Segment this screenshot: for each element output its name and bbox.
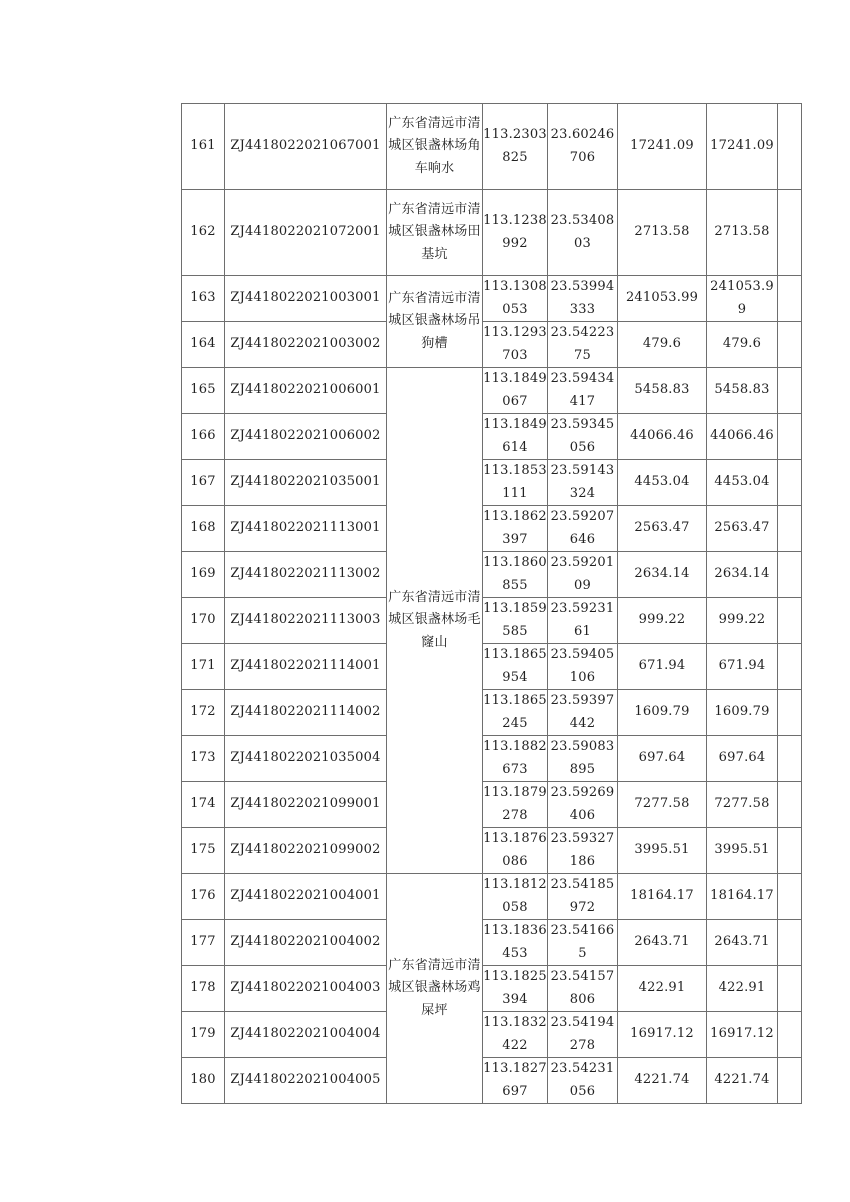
- area-confirmed-cell: 2713.58: [707, 190, 778, 276]
- parcel-code-cell: ZJ4418022021099002: [225, 828, 387, 874]
- row-number-cell: 161: [182, 104, 225, 190]
- area-cell: 2563.47: [618, 506, 707, 552]
- table-row: [182, 874, 802, 920]
- area-confirmed-cell: 4453.04: [707, 460, 778, 506]
- note-cell: [778, 104, 802, 190]
- row-number-cell: 163: [182, 276, 225, 322]
- parcel-code-cell: ZJ4418022021113001: [225, 506, 387, 552]
- latitude-cell: 23.59207646: [548, 506, 618, 552]
- location-cell: 广东省清远市清城区银盏林场毛窿山: [387, 368, 483, 874]
- area-cell: 17241.09: [618, 104, 707, 190]
- table-body: [182, 104, 802, 1104]
- longitude-cell: 113.1860855: [483, 552, 548, 598]
- note-cell: [778, 874, 802, 920]
- longitude-cell: 113.1836453: [483, 920, 548, 966]
- table-row: [182, 104, 802, 190]
- table-row: [182, 414, 802, 460]
- row-number-cell: 170: [182, 598, 225, 644]
- latitude-cell: 23.59083895: [548, 736, 618, 782]
- area-confirmed-cell: 18164.17: [707, 874, 778, 920]
- table-row: [182, 920, 802, 966]
- note-cell: [778, 414, 802, 460]
- area-confirmed-cell: 44066.46: [707, 414, 778, 460]
- area-confirmed-cell: 4221.74: [707, 1058, 778, 1104]
- note-cell: [778, 1058, 802, 1104]
- location-cell: 广东省清远市清城区银盏林场鸡屎坪: [387, 874, 483, 1104]
- area-cell: 4221.74: [618, 1058, 707, 1104]
- row-number-cell: 176: [182, 874, 225, 920]
- area-confirmed-cell: 17241.09: [707, 104, 778, 190]
- area-confirmed-cell: 479.6: [707, 322, 778, 368]
- note-cell: [778, 828, 802, 874]
- longitude-cell: 113.1827697: [483, 1058, 548, 1104]
- parcel-code-cell: ZJ4418022021004003: [225, 966, 387, 1012]
- parcel-code-cell: ZJ4418022021004005: [225, 1058, 387, 1104]
- parcel-code-cell: ZJ4418022021099001: [225, 782, 387, 828]
- area-cell: 7277.58: [618, 782, 707, 828]
- area-cell: 18164.17: [618, 874, 707, 920]
- latitude-cell: 23.59434417: [548, 368, 618, 414]
- latitude-cell: 23.60246706: [548, 104, 618, 190]
- area-cell: 44066.46: [618, 414, 707, 460]
- longitude-cell: 113.1865954: [483, 644, 548, 690]
- note-cell: [778, 552, 802, 598]
- row-number-cell: 172: [182, 690, 225, 736]
- location-cell: 广东省清远市清城区银盏林场角车响水: [387, 104, 483, 190]
- note-cell: [778, 782, 802, 828]
- row-number-cell: 166: [182, 414, 225, 460]
- latitude-cell: 23.54194278: [548, 1012, 618, 1058]
- latitude-cell: 23.59345056: [548, 414, 618, 460]
- longitude-cell: 113.1849614: [483, 414, 548, 460]
- longitude-cell: 113.1832422: [483, 1012, 548, 1058]
- latitude-cell: 23.54157806: [548, 966, 618, 1012]
- latitude-cell: 23.5422375: [548, 322, 618, 368]
- row-number-cell: 178: [182, 966, 225, 1012]
- longitude-cell: 113.2303825: [483, 104, 548, 190]
- note-cell: [778, 368, 802, 414]
- row-number-cell: 169: [182, 552, 225, 598]
- row-number-cell: 167: [182, 460, 225, 506]
- parcel-code-cell: ZJ4418022021072001: [225, 190, 387, 276]
- longitude-cell: 113.1859585: [483, 598, 548, 644]
- area-confirmed-cell: 422.91: [707, 966, 778, 1012]
- area-confirmed-cell: 2634.14: [707, 552, 778, 598]
- longitude-cell: 113.1862397: [483, 506, 548, 552]
- area-confirmed-cell: 2563.47: [707, 506, 778, 552]
- table-row: [182, 1058, 802, 1104]
- note-cell: [778, 322, 802, 368]
- table-row: [182, 690, 802, 736]
- parcel-code-cell: ZJ4418022021113002: [225, 552, 387, 598]
- area-cell: 2634.14: [618, 552, 707, 598]
- latitude-cell: 23.54185972: [548, 874, 618, 920]
- longitude-cell: 113.1238992: [483, 190, 548, 276]
- row-number-cell: 177: [182, 920, 225, 966]
- longitude-cell: 113.1882673: [483, 736, 548, 782]
- row-number-cell: 168: [182, 506, 225, 552]
- area-cell: 241053.99: [618, 276, 707, 322]
- parcel-code-cell: ZJ4418022021113003: [225, 598, 387, 644]
- table-row: [182, 598, 802, 644]
- area-cell: 3995.51: [618, 828, 707, 874]
- table-row: [182, 644, 802, 690]
- longitude-cell: 113.1308053: [483, 276, 548, 322]
- area-cell: 16917.12: [618, 1012, 707, 1058]
- latitude-cell: 23.5340803: [548, 190, 618, 276]
- latitude-cell: 23.5920109: [548, 552, 618, 598]
- note-cell: [778, 1012, 802, 1058]
- latitude-cell: 23.59269406: [548, 782, 618, 828]
- row-number-cell: 173: [182, 736, 225, 782]
- parcel-code-cell: ZJ4418022021004004: [225, 1012, 387, 1058]
- note-cell: [778, 460, 802, 506]
- table-row: [182, 736, 802, 782]
- parcel-code-cell: ZJ4418022021004002: [225, 920, 387, 966]
- note-cell: [778, 598, 802, 644]
- table-row: [182, 190, 802, 276]
- row-number-cell: 162: [182, 190, 225, 276]
- row-number-cell: 171: [182, 644, 225, 690]
- latitude-cell: 23.53994333: [548, 276, 618, 322]
- area-confirmed-cell: 3995.51: [707, 828, 778, 874]
- row-number-cell: 164: [182, 322, 225, 368]
- row-number-cell: 175: [182, 828, 225, 874]
- latitude-cell: 23.59327186: [548, 828, 618, 874]
- parcel-code-cell: ZJ4418022021006001: [225, 368, 387, 414]
- latitude-cell: 23.5923161: [548, 598, 618, 644]
- area-confirmed-cell: 2643.71: [707, 920, 778, 966]
- row-number-cell: 180: [182, 1058, 225, 1104]
- latitude-cell: 23.54231056: [548, 1058, 618, 1104]
- location-cell: 广东省清远市清城区银盏林场吊狗槽: [387, 276, 483, 368]
- latitude-cell: 23.59143324: [548, 460, 618, 506]
- table-row: [182, 782, 802, 828]
- location-cell: 广东省清远市清城区银盏林场田基坑: [387, 190, 483, 276]
- parcel-code-cell: ZJ4418022021035004: [225, 736, 387, 782]
- area-confirmed-cell: 241053.99: [707, 276, 778, 322]
- area-confirmed-cell: 697.64: [707, 736, 778, 782]
- row-number-cell: 165: [182, 368, 225, 414]
- area-cell: 999.22: [618, 598, 707, 644]
- table-row: [182, 828, 802, 874]
- table-row: [182, 966, 802, 1012]
- longitude-cell: 113.1849067: [483, 368, 548, 414]
- note-cell: [778, 276, 802, 322]
- parcel-code-cell: ZJ4418022021003002: [225, 322, 387, 368]
- area-cell: 5458.83: [618, 368, 707, 414]
- row-number-cell: 174: [182, 782, 225, 828]
- table-row: [182, 322, 802, 368]
- parcel-code-cell: ZJ4418022021114002: [225, 690, 387, 736]
- area-cell: 1609.79: [618, 690, 707, 736]
- area-confirmed-cell: 671.94: [707, 644, 778, 690]
- note-cell: [778, 966, 802, 1012]
- latitude-cell: 23.59405106: [548, 644, 618, 690]
- parcel-code-cell: ZJ4418022021004001: [225, 874, 387, 920]
- longitude-cell: 113.1879278: [483, 782, 548, 828]
- longitude-cell: 113.1825394: [483, 966, 548, 1012]
- latitude-cell: 23.59397442: [548, 690, 618, 736]
- area-confirmed-cell: 5458.83: [707, 368, 778, 414]
- parcel-code-cell: ZJ4418022021067001: [225, 104, 387, 190]
- table-row: [182, 1012, 802, 1058]
- table-row: [182, 276, 802, 322]
- longitude-cell: 113.1293703: [483, 322, 548, 368]
- longitude-cell: 113.1865245: [483, 690, 548, 736]
- area-cell: 479.6: [618, 322, 707, 368]
- area-confirmed-cell: 16917.12: [707, 1012, 778, 1058]
- longitude-cell: 113.1853111: [483, 460, 548, 506]
- parcel-code-cell: ZJ4418022021114001: [225, 644, 387, 690]
- area-cell: 422.91: [618, 966, 707, 1012]
- note-cell: [778, 644, 802, 690]
- data-table: [181, 103, 802, 1104]
- table-row: [182, 368, 802, 414]
- note-cell: [778, 506, 802, 552]
- area-cell: 671.94: [618, 644, 707, 690]
- table-row: [182, 552, 802, 598]
- note-cell: [778, 920, 802, 966]
- longitude-cell: 113.1812058: [483, 874, 548, 920]
- note-cell: [778, 736, 802, 782]
- area-confirmed-cell: 999.22: [707, 598, 778, 644]
- area-confirmed-cell: 1609.79: [707, 690, 778, 736]
- table-row: [182, 506, 802, 552]
- latitude-cell: 23.541665: [548, 920, 618, 966]
- parcel-code-cell: ZJ4418022021003001: [225, 276, 387, 322]
- parcel-code-cell: ZJ4418022021006002: [225, 414, 387, 460]
- area-cell: 4453.04: [618, 460, 707, 506]
- area-confirmed-cell: 7277.58: [707, 782, 778, 828]
- longitude-cell: 113.1876086: [483, 828, 548, 874]
- note-cell: [778, 190, 802, 276]
- parcel-code-cell: ZJ4418022021035001: [225, 460, 387, 506]
- row-number-cell: 179: [182, 1012, 225, 1058]
- area-cell: 2713.58: [618, 190, 707, 276]
- area-cell: 697.64: [618, 736, 707, 782]
- table-row: [182, 460, 802, 506]
- area-cell: 2643.71: [618, 920, 707, 966]
- note-cell: [778, 690, 802, 736]
